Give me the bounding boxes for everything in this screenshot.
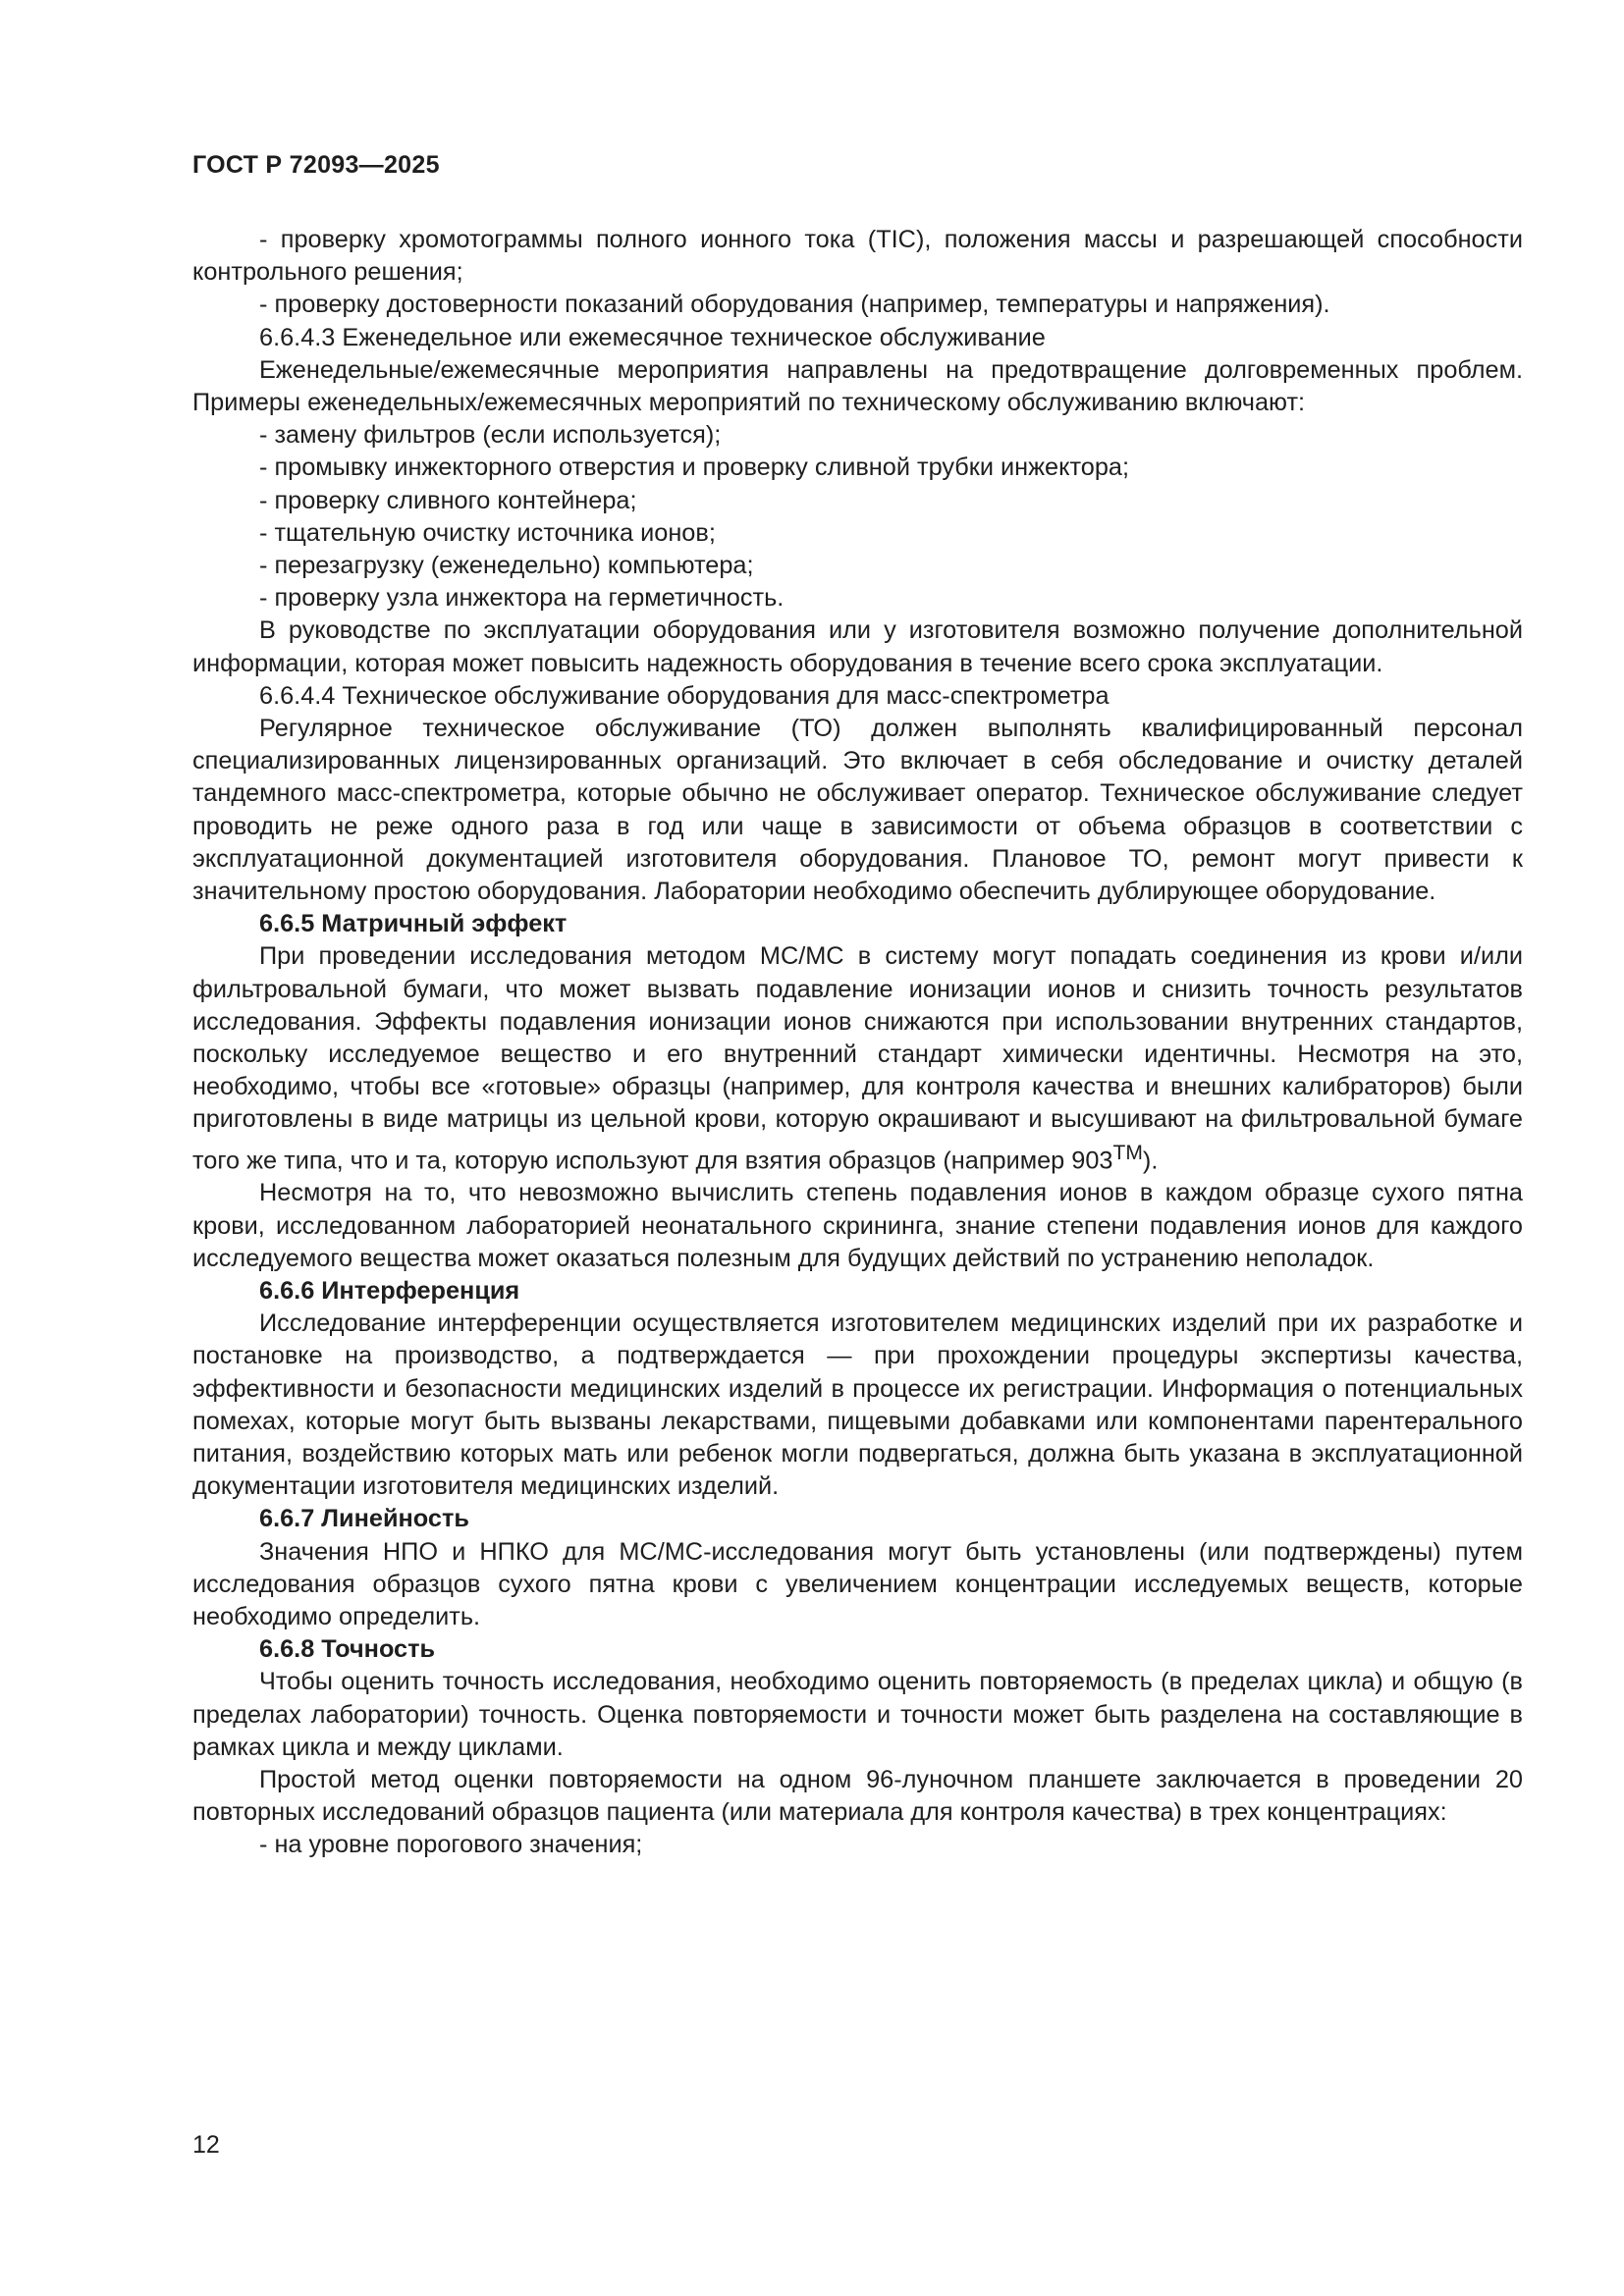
list-item: - перезагрузку (еженедельно) компьютера; <box>259 552 754 580</box>
paragraph-text-end: ). <box>1142 1147 1159 1175</box>
paragraph: Исследование интерференции осуществляется изготовителем медицинских изделий при их разработке и постановке на производство, а подтверждается — при прохождении процедуры экспертизы качества, эффективности и безопасности медицинских изделий в процессе их регистрации. Информация о потенциальных помехах, которые могут быть вызваны лекарствами, пищевыми добавками или компонентами парентерального питания, воздействию которых мать или ребенок могли подвергаться, должна быть указана в эксплуатационной документации изготовителя медицинских изделий. <box>192 1309 1523 1501</box>
list-item: - на уровне порогового значения; <box>259 1831 643 1859</box>
trademark-superscript: TM <box>1112 1141 1143 1164</box>
list-item: - тщательную очистку источника ионов; <box>259 518 716 547</box>
subsection-title: 6.6.4.4 Техническое обслуживание оборудования для масс-спектрометра <box>259 681 1110 710</box>
list-item: - замену фильтров (если используется); <box>259 421 722 450</box>
paragraph: Значения НПО и НПКО для МС/МС-исследования могут быть установлены (или подтверждены) путем исследования образцов сухого пятна крови с увеличением концентрации исследуемых веществ, которые необходимо определить. <box>192 1537 1523 1630</box>
paragraph: Чтобы оценить точность исследования, необходимо оценить повторяемость (в пределах цикла) и общую (в пределах лаборатории) точность. Оценка повторяемости и точности может быть разделена на составляющие в рамках цикла и между циклами. <box>192 1668 1523 1761</box>
section-heading: 6.6.5 Матричный эффект <box>259 910 568 938</box>
list-item: - промывку инжекторного отверстия и проверку сливной трубки инжектора; <box>259 454 1129 482</box>
section-heading: 6.6.6 Интерференция <box>259 1276 520 1305</box>
document-body <box>192 224 1523 1862</box>
paragraph-text: При проведении исследования методом МС/МС в систему могут попадать соединения из крови и/или фильтровальной бумаги, что может вызвать подавление ионизации ионов и снизить точность результатов исследования. Эффекты подавления ионизации ионов снижаются при использовании внутренних стандартов, поскольку исследуемое вещество и его внутренний стандарт химически идентичны. Несмотря на это, необходимо, чтобы все «готовые» образцы (например, для контроля качества и внешних калибраторов) были приготовлены в виде матрицы из цельной крови, которую окрашивают и высушивают на фильтровальной бумаге того же типа, что и та, которую используют для взятия образцов (например 903 <box>192 942 1523 1175</box>
list-item: - проверку узла инжектора на герметичность. <box>259 584 785 613</box>
subsection-title: 6.6.4.3 Еженедельное или ежемесячное техническое обслуживание <box>259 323 1046 351</box>
list-item: - проверку сливного контейнера; <box>259 486 637 514</box>
paragraph: Несмотря на то, что невозможно вычислить степень подавления ионов в каждом образце сухого пятна крови, исследованном лабораторией неонатального скрининга, знание степени подавления ионов для каждого исследуемого вещества может оказаться полезным для будущих действий по устранению неполадок. <box>192 1179 1523 1272</box>
paragraph: В руководстве по эксплуатации оборудования или у изготовителя возможно получение дополнительной информации, которая может повысить надежность оборудования в течение всего срока эксплуатации. <box>192 616 1523 677</box>
section-heading: 6.6.8 Точность <box>259 1635 436 1664</box>
paragraph: - проверку хромотограммы полного ионного тока (TIC), положения массы и разрешающей способности контрольного решения; <box>192 226 1523 287</box>
paragraph: Простой метод оценки повторяемости на одном 96-луночном планшете заключается в проведении 20 повторных исследований образцов пациента (или материала для контроля качества) в трех концентрациях: <box>192 1765 1523 1827</box>
paragraph: Регулярное техническое обслуживание (ТО) должен выполнять квалифицированный персонал специализированных лицензированных организаций. Это включает в себя обследование и очистку деталей тандемного масс-спектрометра, которые обычно не обслуживает оператор. Техническое обслуживание следует проводить не реже одного раза в год или чаще в зависимости от объема образцов в соответствии с эксплуатационной документацией изготовителя оборудования. Плановое ТО, ремонт могут привести к значительному простою оборудования. Лаборатории необходимо обеспечить дублирующее оборудование. <box>192 715 1523 906</box>
paragraph: - проверку достоверности показаний оборудования (например, температуры и напряжения). <box>259 291 1330 319</box>
paragraph <box>192 940 1523 1177</box>
section-heading: 6.6.7 Линейность <box>259 1505 469 1533</box>
document-code-header: ГОСТ Р 72093—2025 <box>192 151 440 179</box>
page-number: 12 <box>192 2131 220 2159</box>
paragraph: Еженедельные/ежемесячные мероприятия направлены на предотвращение долговременных проблем. Примеры еженедельных/ежемесячных мероприятий по техническому обслуживанию включают: <box>192 355 1523 417</box>
